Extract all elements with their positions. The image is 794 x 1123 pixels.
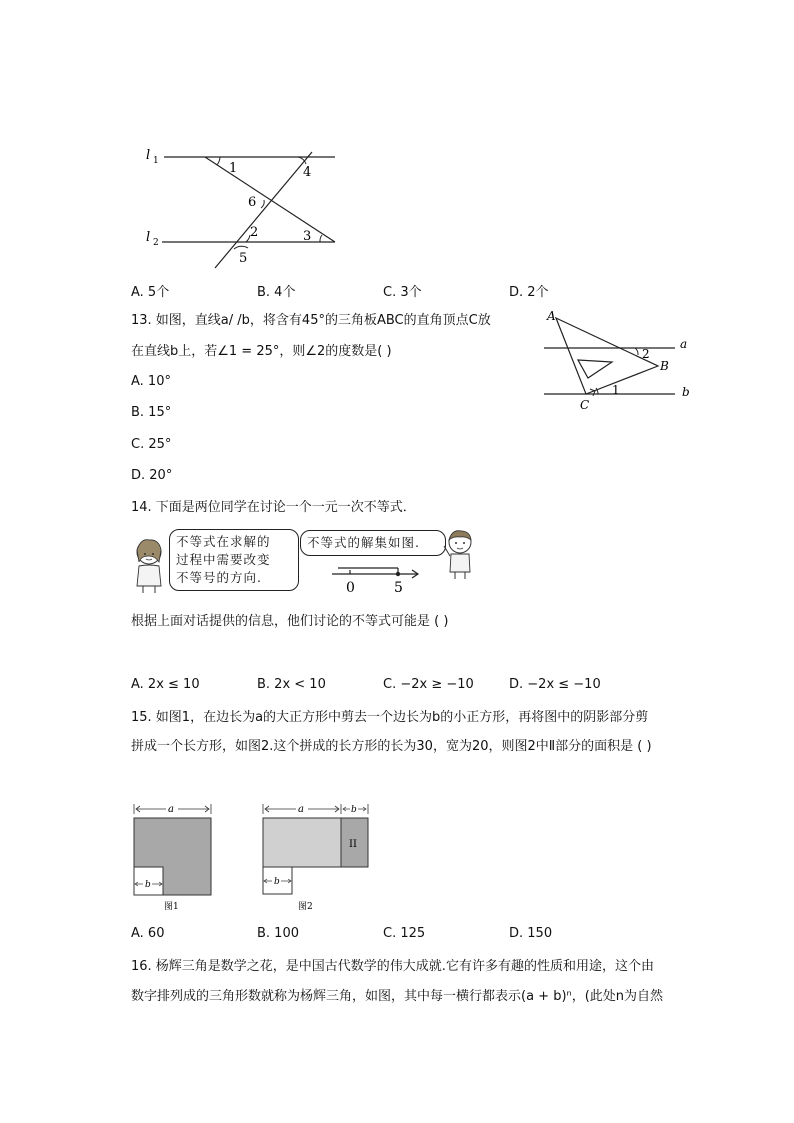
q14-question-line-2: 根据上面对话提供的信息，他们讨论的不等式可能是 ( ) [131, 614, 449, 629]
fig13-angle-2: 2 [642, 347, 650, 361]
bubble-left-line-3: 不等号的方向. [176, 570, 262, 585]
q12-option-c[interactable]: C. 3个 [383, 285, 422, 300]
fig13-angle-1: 1 [612, 383, 620, 397]
q15-question-line-1: 15. 如图1，在边长为a的大正方形中剪去一个边长为b的小正方形，再将图中的阴影部分剪 [131, 710, 649, 725]
fig12-l2: l [146, 230, 151, 245]
q13-option-a[interactable]: A. 10° [131, 374, 171, 389]
q14-option-d[interactable]: D. −2x ≤ −10 [509, 677, 601, 692]
fig12-l2-sub: 2 [153, 238, 159, 248]
fig13-label-C: C [580, 398, 590, 412]
fig12-l1-sub: 1 [153, 156, 159, 166]
q12-option-b[interactable]: B. 4个 [257, 285, 296, 300]
fig2-label-b-bottom: b [274, 877, 280, 887]
fig12-angle-1: 1 [229, 161, 238, 176]
bubble-right-text: 不等式的解集如图. [307, 535, 420, 550]
fig13-label-a: a [680, 337, 688, 351]
q14-question-line-1: 14. 下面是两位同学在讨论一个一元一次不等式． [131, 500, 416, 515]
bubble-left-line-2: 过程中需要改变 [176, 552, 271, 567]
fig1-label-a: a [168, 804, 174, 815]
q15-option-c[interactable]: C. 125 [383, 926, 426, 941]
q15-option-a[interactable]: A. 60 [131, 926, 165, 941]
fig12-angle-5: 5 [239, 251, 248, 266]
fig12-angle-3: 3 [303, 229, 312, 244]
q16-question-line-2: 数字排列成的三角形数就称为杨辉三角，如图，其中每一横行都表示(a + b)ⁿ，(此处n为自然 [131, 989, 664, 1004]
q12-option-a[interactable]: A. 5个 [131, 285, 170, 300]
fig2-label-a: a [298, 804, 304, 815]
q15-figure-2 [258, 800, 378, 915]
q13-option-c[interactable]: C. 25° [131, 437, 172, 452]
number-line [328, 560, 428, 596]
fig13-label-A: A [547, 309, 556, 323]
fig12-angle-4: 4 [303, 165, 312, 180]
bubble-left-line-1: 不等式在求解的 [176, 534, 271, 549]
fig1-label-b: b [145, 880, 151, 890]
student-girl-illustration [131, 536, 167, 594]
number-line-0: 0 [346, 580, 355, 596]
fig12-angle-2: 2 [250, 225, 259, 240]
q15-option-d[interactable]: D. 150 [509, 926, 553, 941]
q13-option-d[interactable]: D. 20° [131, 468, 173, 483]
fig12-angle-6: 6 [248, 195, 257, 210]
q16-question-line-1: 16. 杨辉三角是数学之花，是中国古代数学的伟大成就.它有许多有趣的性质和用途，这个由 [131, 959, 654, 974]
fig2-roman-II: II [349, 839, 357, 850]
fig13-label-b: b [682, 385, 690, 399]
fig1-caption: 图1 [164, 902, 179, 912]
fig2-caption: 图2 [298, 902, 313, 912]
q12-figure [140, 140, 350, 275]
q13-question-line-1: 13. 如图，直线a/ /b，将含有45°的三角板ABC的直角顶点C放 [131, 313, 491, 328]
q15-option-b[interactable]: B. 100 [257, 926, 299, 941]
q12-option-d[interactable]: D. 2个 [509, 285, 549, 300]
fig12-l1: l [146, 148, 151, 163]
q14-option-a[interactable]: A. 2x ≤ 10 [131, 677, 200, 692]
fig13-label-B: B [660, 359, 669, 373]
q13-figure [540, 308, 700, 418]
number-line-5: 5 [394, 580, 403, 596]
q13-question-line-2: 在直线b上，若∠1 = 25°，则∠2的度数是( ) [131, 344, 392, 359]
q15-question-line-2: 拼成一个长方形，如图2.这个拼成的长方形的长为30，宽为20，则图2中Ⅱ部分的面积是 ( ) [131, 739, 652, 754]
q15-figure-1 [128, 800, 218, 915]
speech-bubble-left [169, 529, 299, 591]
fig2-label-b-top: b [351, 805, 357, 815]
q14-option-c[interactable]: C. −2x ≥ −10 [383, 677, 474, 692]
q14-option-b[interactable]: B. 2x < 10 [257, 677, 326, 692]
q13-option-b[interactable]: B. 15° [131, 405, 172, 420]
speech-bubble-right [300, 530, 446, 556]
student-boy-illustration [442, 528, 478, 580]
